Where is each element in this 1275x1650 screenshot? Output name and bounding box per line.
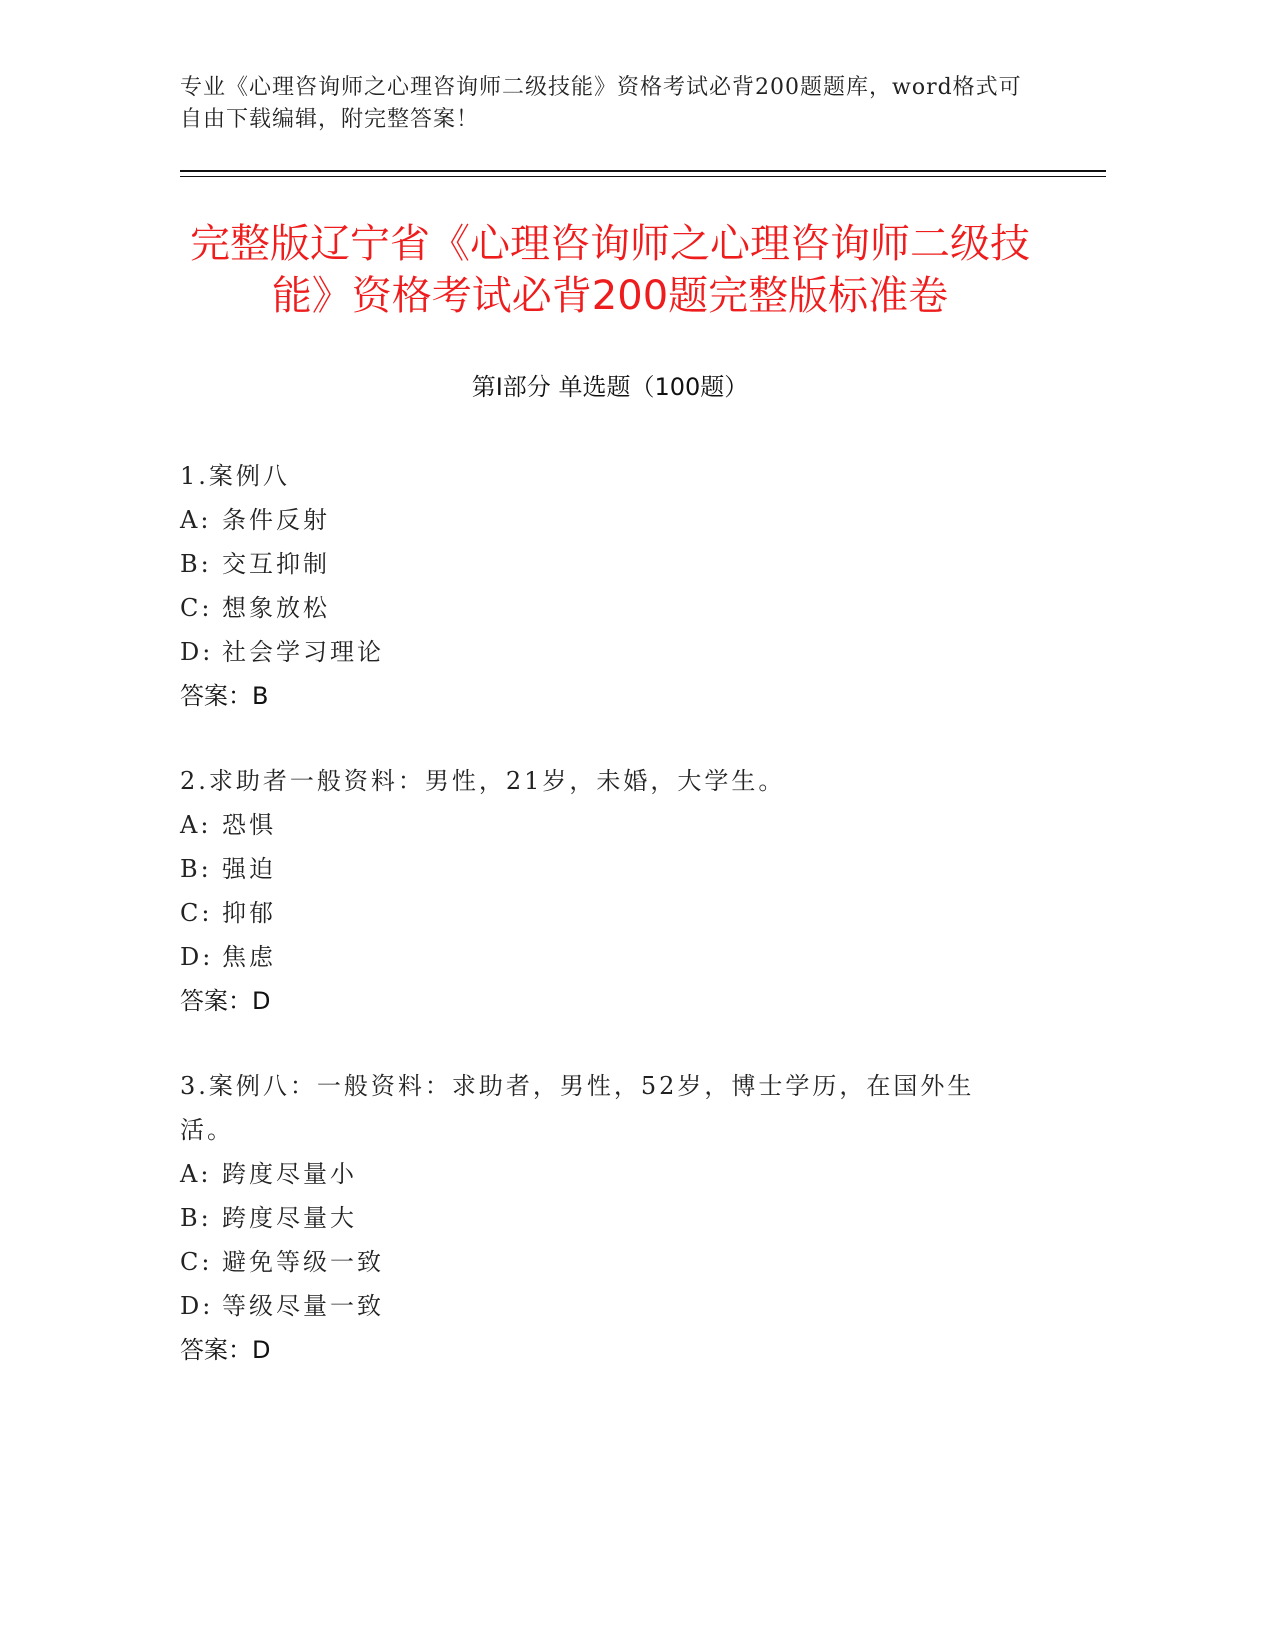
- option-b: [180, 847, 1040, 891]
- option-text: 焦虑: [222, 943, 276, 971]
- option-text: 跨度尽量小: [222, 1160, 357, 1188]
- option-c: [180, 891, 1040, 935]
- option-letter: D:: [180, 638, 214, 666]
- header-rule-thick: [180, 170, 1106, 172]
- option-text: 抑郁: [222, 899, 276, 927]
- option-letter: B:: [180, 1204, 212, 1232]
- option-b: [180, 542, 1040, 586]
- header-note: 专业《心理咨询师之心理咨询师二级技能》资格考试必背200题题库，word格式可自由下载编辑，附完整答案！: [180, 75, 1022, 132]
- option-d: [180, 935, 1040, 979]
- section-heading: 第Ⅰ部分 单选题（100题）: [471, 373, 749, 401]
- option-letter: A:: [180, 811, 212, 839]
- answer-line: 答案：D: [180, 987, 271, 1015]
- option-a: [180, 498, 1040, 542]
- option-text: 想象放松: [222, 594, 330, 622]
- question-2: [180, 759, 1040, 1023]
- option-text: 恐惧: [222, 811, 276, 839]
- option-text: 跨度尽量大: [222, 1204, 357, 1232]
- option-text: 条件反射: [222, 506, 330, 534]
- question-stem: 3.案例八：一般资料：求助者，男性，52岁，博士学历，在国外生活。: [180, 1072, 975, 1144]
- option-a: [180, 803, 1040, 847]
- question-stem: 1.案例八: [180, 462, 290, 490]
- option-a: [180, 1152, 1040, 1196]
- option-letter: D:: [180, 943, 214, 971]
- option-text: 社会学习理论: [222, 638, 384, 666]
- option-text: 交互抑制: [222, 550, 330, 578]
- question-3: [180, 1064, 1040, 1372]
- question-stem: 2.求助者一般资料：男性，21岁，未婚，大学生。: [180, 767, 786, 795]
- option-letter: B:: [180, 550, 212, 578]
- option-d: [180, 1284, 1040, 1328]
- option-letter: A:: [180, 506, 212, 534]
- option-letter: A:: [180, 1160, 212, 1188]
- header-rule-thin: [180, 176, 1106, 177]
- option-c: [180, 586, 1040, 630]
- option-letter: D:: [180, 1292, 214, 1320]
- answer-line: 答案：B: [180, 682, 269, 710]
- option-letter: C:: [180, 1248, 213, 1276]
- option-text: 避免等级一致: [222, 1248, 384, 1276]
- option-text: 强迫: [222, 855, 276, 883]
- option-d: [180, 630, 1040, 674]
- document-title: 完整版辽宁省《心理咨询师之心理咨询师二级技能》资格考试必背200题完整版标准卷: [190, 221, 1030, 319]
- option-letter: C:: [180, 899, 213, 927]
- question-1: [180, 454, 1040, 718]
- answer-line: 答案：D: [180, 1336, 271, 1364]
- option-letter: B:: [180, 855, 212, 883]
- option-c: [180, 1240, 1040, 1284]
- option-b: [180, 1196, 1040, 1240]
- option-text: 等级尽量一致: [222, 1292, 384, 1320]
- option-letter: C:: [180, 594, 213, 622]
